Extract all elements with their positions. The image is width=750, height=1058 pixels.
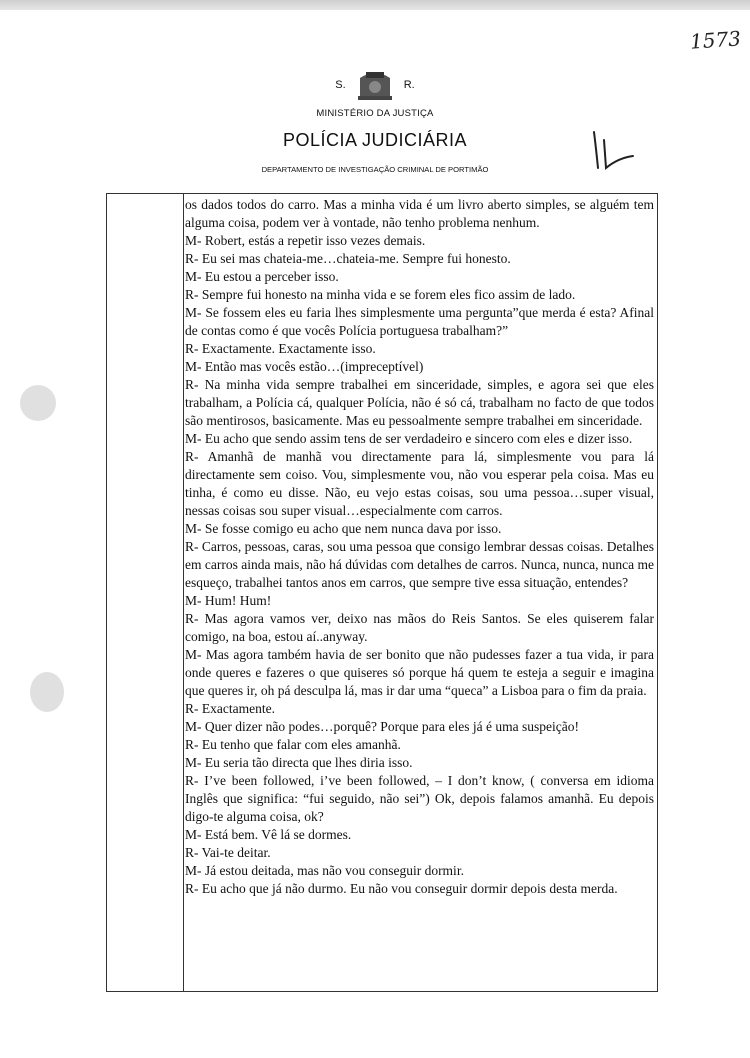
transcript-line: M- Robert, estás a repetir isso vezes demais. [185,233,426,248]
transcript-line: R- Eu tenho que falar com eles amanhã. [185,737,401,752]
handwritten-page-number: 1573 [689,26,742,54]
transcript-body [185,196,654,898]
crest-right-letter: R. [403,79,415,91]
crest-left-letter: S. [335,79,346,91]
transcript-line: M- Eu seria tão directa que lhes diria isso. [185,755,413,770]
transcript-line: M- Se fossem eles eu faria lhes simplesmente uma pergunta”que merda é esta? Afinal de contas como é que vocês Polícia portuguesa trabalham?” [185,305,654,338]
crest [0,68,750,102]
transcript-line: R- Na minha vida sempre trabalhei em sinceridade, simples, e agora sei que eles trabalham, a Polícia cá, qualquer Polícia, não é só cá, trabalham no facto de que todos são mentirosos, basicamente. Mas eu pessoalmente sempre trabalhei em sinceridade. [185,377,654,428]
transcript-line: M- Eu acho que sendo assim tens de ser verdadeiro e sincero com eles e dizer isso. [185,431,633,446]
transcript-line: M- Então mas vocês estão…(impreceptível) [185,359,424,374]
transcript-line: M- Já estou deitada, mas não vou conseguir dormir. [185,863,464,878]
transcript-line: R- Exactamente. Exactamente isso. [185,341,376,356]
scan-top-edge [0,0,750,10]
transcript-line: R- Carros, pessoas, caras, sou uma pessoa que consigo lembrar dessas coisas. Detalhes em carros ainda mais, não há dúvidas com detalhes de carros. Nunca, nunca, nunca me esqueço, trabalhei tantos anos em carros, que sempre tive essa situação, entendes? [185,539,654,590]
table-column-divider [183,194,184,991]
transcript-line: M- Se fosse comigo eu acho que nem nunca dava por isso. [185,521,502,536]
transcript-line: os dados todos do carro. Mas a minha vida é um livro aberto simples, se alguém tem alguma coisa, podem ver à vontade, não tenho problema nenhum. [185,197,654,230]
transcript-line: R- I’ve been followed, i’ve been followed, – I don’t know, ( conversa em idioma Inglês que significa: “fui seguido, não sei”) Ok, depois falamos amanhã. Eu depois digo-te alguma coisa, ok? [185,773,654,824]
transcript-line: R- Eu sei mas chateia-me…chateia-me. Sempre fui honesto. [185,251,511,266]
transcript-line: M- Hum! Hum! [185,593,272,608]
punch-hole-bottom [30,672,64,712]
transcript-line: M- Está bem. Vê lá se dormes. [185,827,352,842]
transcript-line: R- Amanhã de manhã vou directamente para lá, simplesmente vou para lá directamente sem coiso. Vou, simplesmente vou, não vou esperar pela coisa. Mas eu tinha, é como eu disse. Não, eu vejo estas coisas, sou uma pessoa…super visual, nessas coisas sou super visual…especialmente com carros. [185,449,654,518]
police-title: POLÍCIA JUDICIÁRIA [282,130,468,150]
transcript-line: R- Mas agora vamos ver, deixo nas mãos do Reis Santos. Se eles quiserem falar comigo, na boa, estou aí..anyway. [185,611,654,644]
ministry-title: MINISTÉRIO DA JUSTIÇA [316,108,434,119]
coat-of-arms-icon [356,68,394,102]
transcript-line: R- Eu acho que já não durmo. Eu não vou conseguir dormir depois desta merda. [185,881,618,896]
transcript-line: M- Mas agora também havia de ser bonito que não pudesses fazer a tua vida, ir para onde queres e fazeres o que quiseres só porque há quem te esteja a seguir e imagina que queres ir, oh pá desculpa lá, mas ir dar uma “queca” a Lisboa para o fim da praia. [185,647,654,698]
punch-hole-top [20,385,56,421]
transcript-line: R- Exactamente. [185,701,275,716]
transcript-line: R- Sempre fui honesto na minha vida e se forem eles fico assim de lado. [185,287,576,302]
transcript-line: M- Quer dizer não podes…porquê? Porque para eles já é uma suspeição! [185,719,579,734]
transcript-line: R- Vai-te deitar. [185,845,271,860]
department-title: DEPARTAMENTO DE INVESTIGAÇÃO CRIMINAL DE PORTIMÃO [261,165,489,174]
transcript-line: M- Eu estou a perceber isso. [185,269,339,284]
